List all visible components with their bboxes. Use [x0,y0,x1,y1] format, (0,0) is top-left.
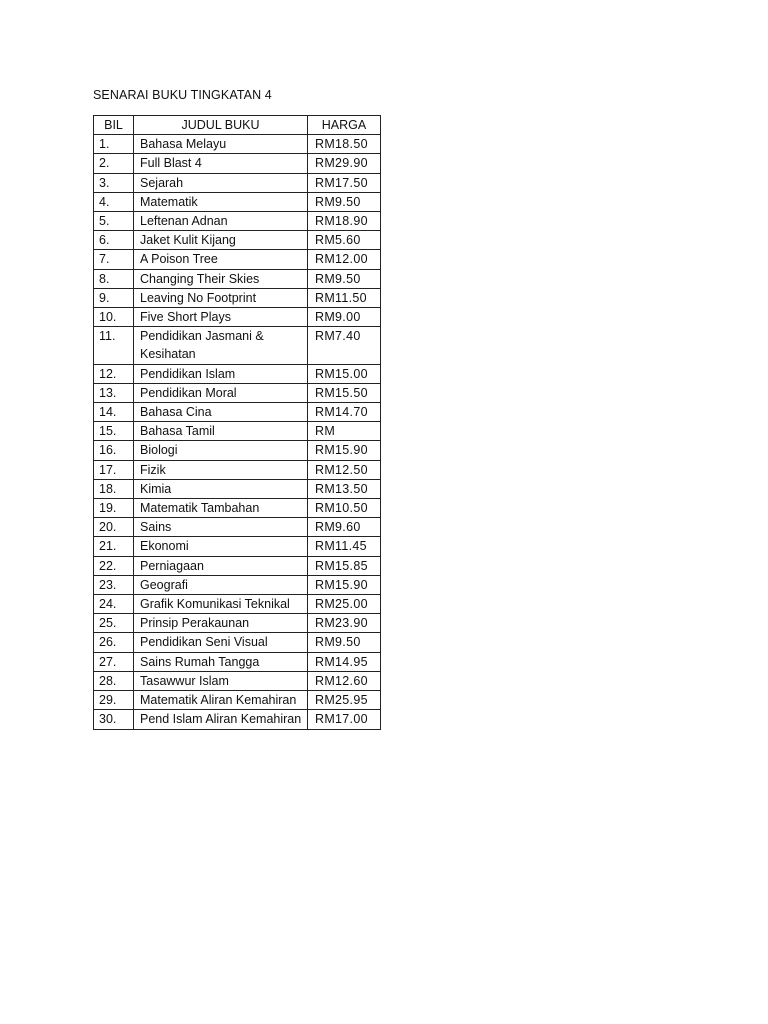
row-number: 4. [94,192,134,211]
row-number: 21. [94,537,134,556]
table-row [94,691,381,710]
book-title: Kimia [134,479,308,498]
book-title: Five Short Plays [134,308,308,327]
row-number: 14. [94,403,134,422]
book-title: Sains Rumah Tangga [134,652,308,671]
book-list-table [93,115,381,730]
book-title: Bahasa Tamil [134,422,308,441]
book-title: Matematik Tambahan [134,499,308,518]
book-title: Bahasa Melayu [134,135,308,154]
row-number: 29. [94,691,134,710]
book-price: RM18.90 [308,212,381,231]
row-number: 23. [94,575,134,594]
book-title: Leaving No Footprint [134,288,308,307]
book-title: A Poison Tree [134,250,308,269]
book-price: RM11.50 [308,288,381,307]
row-number: 11. [94,327,134,364]
table-row [94,479,381,498]
book-price: RM29.90 [308,154,381,173]
table-row [94,135,381,154]
table-row [94,250,381,269]
book-title: Tasawwur Islam [134,671,308,690]
document-title: SENARAI BUKU TINGKATAN 4 [93,88,272,102]
table-row [94,231,381,250]
table-row [94,192,381,211]
table-row [94,154,381,173]
table-row [94,614,381,633]
row-number: 5. [94,212,134,231]
row-number: 7. [94,250,134,269]
table-row [94,422,381,441]
table-row [94,212,381,231]
row-number: 8. [94,269,134,288]
row-number: 9. [94,288,134,307]
book-title: Pendidikan Jasmani & Kesihatan [134,327,308,364]
row-number: 17. [94,460,134,479]
book-price: RM25.00 [308,595,381,614]
row-number: 18. [94,479,134,498]
table-row [94,499,381,518]
book-title: Fizik [134,460,308,479]
row-number: 27. [94,652,134,671]
row-number: 16. [94,441,134,460]
row-number: 30. [94,710,134,729]
book-price: RM5.60 [308,231,381,250]
row-number: 2. [94,154,134,173]
book-price: RM17.00 [308,710,381,729]
book-title: Matematik Aliran Kemahiran [134,691,308,710]
book-title: Sejarah [134,173,308,192]
book-price: RM12.50 [308,460,381,479]
table-header-row [94,116,381,135]
table-row [94,652,381,671]
book-price: RM17.50 [308,173,381,192]
table-row [94,383,381,402]
row-number: 10. [94,308,134,327]
book-price: RM15.50 [308,383,381,402]
book-price: RM [308,422,381,441]
book-title: Changing Their Skies [134,269,308,288]
table-row [94,364,381,383]
table-row [94,671,381,690]
row-number: 12. [94,364,134,383]
book-price: RM9.50 [308,269,381,288]
header-harga: HARGA [308,116,381,135]
book-price: RM18.50 [308,135,381,154]
row-number: 1. [94,135,134,154]
table-row [94,460,381,479]
book-title: Prinsip Perakaunan [134,614,308,633]
table-row [94,575,381,594]
book-title: Pendidikan Seni Visual [134,633,308,652]
book-title: Matematik [134,192,308,211]
table-body [94,135,381,729]
row-number: 20. [94,518,134,537]
row-number: 25. [94,614,134,633]
book-title: Biologi [134,441,308,460]
book-price: RM23.90 [308,614,381,633]
table-row [94,269,381,288]
header-judul-buku: JUDUL BUKU [134,116,308,135]
book-price: RM14.70 [308,403,381,422]
book-title: Sains [134,518,308,537]
book-title: Pendidikan Islam [134,364,308,383]
book-price: RM25.95 [308,691,381,710]
book-title: Full Blast 4 [134,154,308,173]
book-title: Geografi [134,575,308,594]
book-price: RM9.50 [308,192,381,211]
table-row [94,633,381,652]
book-title: Pendidikan Moral [134,383,308,402]
row-number: 15. [94,422,134,441]
table-row [94,308,381,327]
book-price: RM15.90 [308,441,381,460]
book-title: Ekonomi [134,537,308,556]
book-price: RM9.60 [308,518,381,537]
book-price: RM10.50 [308,499,381,518]
book-title: Perniagaan [134,556,308,575]
book-price: RM15.90 [308,575,381,594]
row-number: 13. [94,383,134,402]
book-title: Grafik Komunikasi Teknikal [134,595,308,614]
book-title: Bahasa Cina [134,403,308,422]
book-price: RM11.45 [308,537,381,556]
row-number: 3. [94,173,134,192]
book-price: RM9.00 [308,308,381,327]
book-price: RM12.00 [308,250,381,269]
row-number: 28. [94,671,134,690]
book-title: Pend Islam Aliran Kemahiran [134,710,308,729]
table-row [94,441,381,460]
book-price: RM15.85 [308,556,381,575]
book-title: Leftenan Adnan [134,212,308,231]
header-bil: BIL [94,116,134,135]
table-row [94,288,381,307]
book-title: Jaket Kulit Kijang [134,231,308,250]
table-row [94,556,381,575]
row-number: 22. [94,556,134,575]
table-row [94,518,381,537]
row-number: 24. [94,595,134,614]
table-row [94,710,381,729]
book-price: RM13.50 [308,479,381,498]
row-number: 6. [94,231,134,250]
table-row [94,327,381,364]
table-row [94,595,381,614]
table-row [94,403,381,422]
book-price: RM7.40 [308,327,381,364]
row-number: 19. [94,499,134,518]
book-price: RM12.60 [308,671,381,690]
table-row [94,173,381,192]
table-row [94,537,381,556]
book-price: RM9.50 [308,633,381,652]
book-price: RM15.00 [308,364,381,383]
row-number: 26. [94,633,134,652]
book-price: RM14.95 [308,652,381,671]
